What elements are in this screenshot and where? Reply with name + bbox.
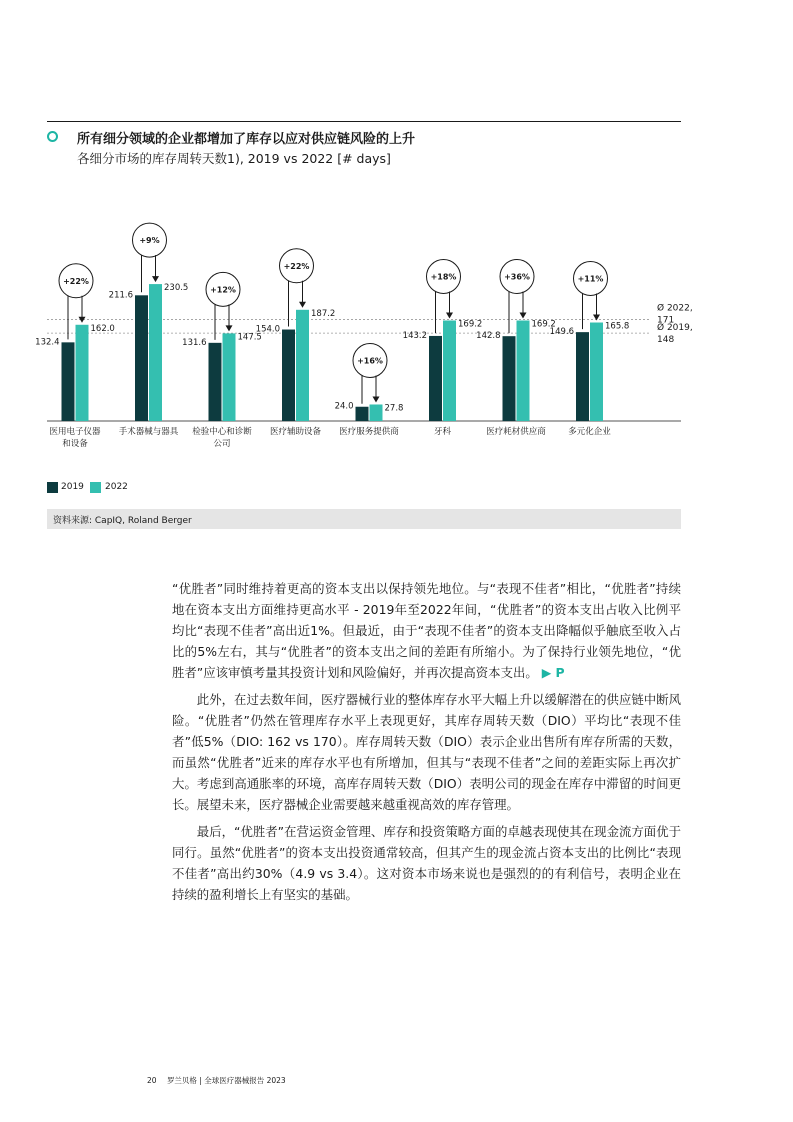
arrow-head-icon — [226, 325, 233, 331]
paragraph-1-text: “优胜者”同时维持着更高的资本支出以保持领先地位。与“表现不佳者”相比，“优胜者”持续地在资本支出方面维持更高水平 - 2019年至2022年间，“优胜者”的资本支出占收入比例平均比“表现不佳者”高出近1%。但最近，由于“表现不佳者”的资本支出降幅似乎触底至收入占比的5%左右，其与“优胜者”的资本支出之间的差距有所缩小。为了保持行业领先地位，“优胜者”应该审慎考量其投资计划和风险偏好，并再次提高资本支出。 — [172, 581, 681, 680]
category-label: 手术器械与器具 — [118, 427, 179, 437]
continue-arrow-icon: ▶ P — [541, 665, 565, 680]
publication-name: 罗兰贝格 | 全球医疗器械报告 2023 — [166, 1076, 286, 1085]
data-label-2019: 211.6 — [108, 290, 133, 301]
data-label-2022: 230.5 — [164, 283, 189, 294]
reference-line-label: Ø 2022, — [657, 303, 693, 314]
arrow-head-icon — [373, 396, 380, 402]
growth-label: +18% — [430, 272, 457, 282]
bar-2022 — [223, 333, 236, 421]
reference-line-label: Ø 2019, — [657, 323, 693, 334]
data-label-2019: 132.4 — [35, 337, 60, 348]
reference-line-label: 171 — [657, 315, 675, 326]
paragraph-3: 最后，“优胜者”在营运资金管理、库存和投资策略方面的卓越表现使其在现金流方面优于同行。虽然“优胜者”的资本支出投资通常较高，但其产生的现金流占资本支出的比例比“表现不佳者”高出约30%（4.9 vs 3.4）。这对资本市场来说也是强烈的的有利信号，表明企业在持续的盈利增长上有坚实的基础。 — [172, 824, 681, 902]
bar-2019 — [429, 336, 442, 421]
source-bar — [47, 509, 681, 529]
bar-2019 — [135, 295, 148, 421]
category-label: 公司 — [213, 439, 231, 449]
category-label: 医用电子仪器 — [49, 427, 101, 437]
category-label: 牙科 — [433, 427, 452, 437]
growth-label: +36% — [504, 272, 530, 282]
source-text: 资料来源: CapIQ, Roland Berger — [53, 516, 192, 526]
data-label-2019: 154.0 — [255, 324, 280, 335]
data-label-2022: 147.5 — [237, 332, 262, 343]
data-label-2019: 143.2 — [402, 330, 427, 341]
category-label: 多元化企业 — [568, 427, 611, 437]
legend-label-2022: 2022 — [105, 482, 128, 492]
bar-2019 — [62, 342, 75, 421]
figure-title: 所有细分领域的企业都增加了库存以应对供应链风险的上升 — [77, 132, 416, 147]
page-number: 20 — [147, 1076, 157, 1085]
growth-label: +22% — [283, 261, 310, 271]
data-label-2022: 187.2 — [311, 308, 336, 319]
data-label-2022: 27.8 — [384, 403, 404, 414]
bar-2022 — [76, 325, 89, 421]
bar-2022 — [443, 320, 456, 421]
page-footer — [147, 1075, 286, 1086]
data-label-2019: 131.6 — [182, 337, 207, 348]
growth-label: +16% — [357, 356, 383, 366]
reference-line-label: 148 — [657, 335, 675, 346]
category-label: 医疗服务提供商 — [339, 427, 399, 437]
data-label-2019: 142.8 — [476, 331, 501, 342]
growth-label: +9% — [139, 236, 160, 246]
arrow-head-icon — [299, 302, 306, 308]
growth-label: +12% — [210, 285, 236, 295]
paragraph-1 — [172, 578, 681, 683]
category-label: 医疗耗材供应商 — [486, 427, 546, 437]
paragraph-2: 此外，在过去数年间，医疗器械行业的整体库存水平大幅上升以缓解潜在的供应链中断风险。“优胜者”仍然在管理库存水平上表现更好，其库存周转天数（DIO）平均比“表现不佳者”低5%（DIO: 162 vs 170）。库存周转天数（DIO）表示企业出售所有库存所需的天数，而虽然“优胜者”近来的库存水平也有所增加，但其与“表现不佳者”之间的差距实际上再次扩大。考虑到高通胀率的环境，高库存周转天数（DIO）表明公司的现金在库存中滞留的时间更长。展望未来，医疗器械企业需要越来越重视高效的库存管理。 — [172, 692, 681, 812]
bar-2022 — [149, 284, 162, 421]
data-label-2019: 149.6 — [549, 327, 574, 338]
body-text — [172, 578, 681, 911]
arrow-head-icon — [593, 315, 600, 321]
bar-2022 — [296, 310, 309, 421]
category-label: 检验中心和诊断 — [192, 427, 252, 437]
bar-2019 — [282, 330, 295, 421]
bar-2019 — [576, 332, 589, 421]
data-label-2022: 169.2 — [458, 319, 483, 330]
arrow-head-icon — [152, 276, 159, 282]
bar-2019 — [356, 407, 369, 421]
bar-chart — [0, 0, 793, 480]
data-label-2019: 24.0 — [334, 401, 354, 412]
data-label-2022: 162.0 — [90, 323, 115, 334]
growth-label: +22% — [63, 276, 89, 286]
figure-subtitle: 各细分市场的库存周转天数1), 2019 vs 2022 [# days] — [77, 151, 391, 166]
growth-label: +11% — [577, 274, 604, 284]
bar-2019 — [503, 336, 516, 421]
category-label: 医疗辅助设备 — [269, 427, 322, 437]
data-label-2022: 169.2 — [531, 319, 556, 330]
arrow-head-icon — [520, 312, 527, 318]
legend-swatch-2019 — [47, 482, 58, 493]
bar-2022 — [517, 320, 530, 421]
legend-label-2019: 2019 — [61, 482, 84, 492]
data-label-2022: 165.8 — [605, 321, 630, 332]
bar-2022 — [370, 404, 383, 421]
category-label: 和设备 — [62, 439, 88, 449]
bar-2019 — [209, 343, 222, 421]
bar-2022 — [590, 323, 603, 421]
legend-swatch-2022 — [90, 482, 101, 493]
arrow-head-icon — [446, 312, 453, 318]
